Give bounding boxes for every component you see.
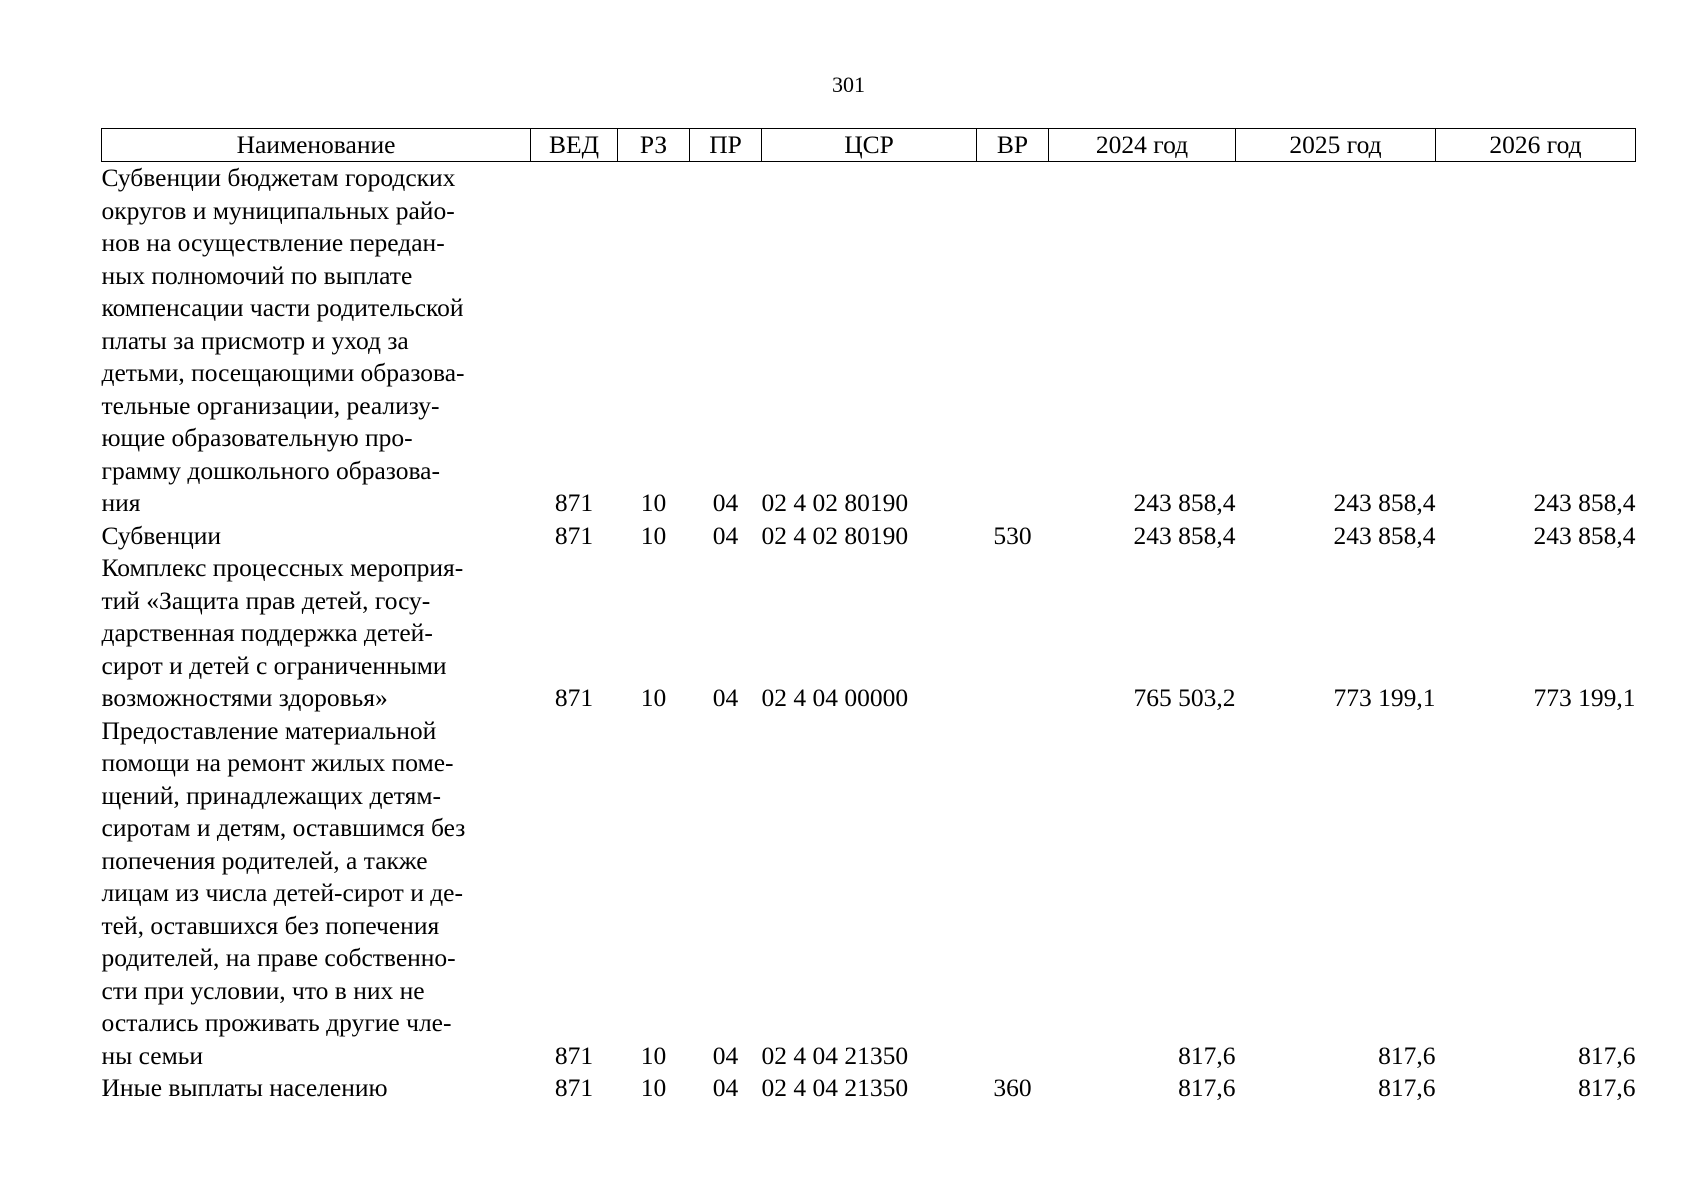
cell-rz: 10 [640,488,667,517]
cell-csr: 02 4 02 80190 [761,520,909,550]
name-line: округов и муниципальных райо- [101,195,455,225]
cell-2026: 773 199,1 [1533,683,1636,712]
name-line: сиротам и детям, оставшимся без [101,813,466,842]
header-name: Наименование [102,129,531,162]
cell-vr: 360 [993,1073,1032,1102]
cell-ved: 871 [554,683,594,712]
header-vr: ВР [977,129,1049,162]
cell-2026: 817,6 [1578,1073,1636,1102]
cell-2024: 243 858,4 [1133,488,1236,517]
name-line: сти при условии, что в них не [101,975,425,1005]
header-csr: ЦСР [762,129,977,162]
cell-vr [977,162,1049,520]
cell-csr: 02 4 04 00000 [761,683,909,712]
name-line: Субвенции бюджетам городских [101,163,456,192]
cell-pr: 04 [712,520,739,550]
name-line: сирот и детей с ограниченными [101,650,447,680]
cell-csr: 02 4 04 21350 [761,1040,909,1070]
cell-csr: 02 4 02 80190 [761,488,909,517]
name-line: Комплекс процессных мероприя- [101,553,464,582]
cell-2024: 817,6 [1178,1073,1236,1102]
name-line: Предоставление материальной [101,715,437,745]
cell-name [102,162,531,520]
name-line: дарственная поддержка детей- [101,618,433,647]
cell-2024: 765 503,2 [1133,683,1236,712]
table-row [102,1072,1636,1105]
name-line: платы за присмотр и уход за [101,325,409,355]
cell-2026: 243 858,4 [1533,520,1636,550]
cell-2025: 243 858,4 [1333,520,1436,550]
header-ved: ВЕД [531,129,618,162]
cell-2024: 243 858,4 [1133,520,1236,550]
cell-pr: 04 [712,1073,739,1102]
cell-ved: 871 [554,1073,594,1102]
cell-vr: 530 [993,520,1032,550]
cell-vr [977,552,1049,715]
cell-name [102,1072,531,1105]
table-header [102,129,1636,162]
name-line: ных полномочий по выплате [101,260,413,290]
name-line: нов на осуществление передан- [101,228,445,257]
cell-name [102,715,531,1073]
name-line: лицам из числа детей-сирот и де- [101,878,463,907]
name-line: родителей, на праве собственно- [101,943,456,972]
cell-vr [977,715,1049,1073]
name-line: ны семьи [101,1040,204,1070]
cell-csr: 02 4 04 21350 [761,1073,909,1102]
cell-2025: 817,6 [1378,1073,1436,1102]
page-number: 301 [832,72,865,97]
cell-rz: 10 [640,1073,667,1102]
name-line: компенсации части родительской [101,293,464,322]
cell-rz: 10 [640,520,667,550]
name-line: ния [101,488,141,517]
name-line: детьми, посещающими образова- [101,358,465,387]
name-line: попечения родителей, а также [101,845,428,875]
header-2025: 2025 год [1236,129,1436,162]
cell-rz: 10 [640,683,667,712]
budget-table [101,128,1636,1105]
name-line: помощи на ремонт жилых поме- [101,748,454,777]
cell-ved: 871 [554,488,594,517]
header-2026: 2026 год [1436,129,1636,162]
name-line: щений, принадлежащих детям- [101,780,441,810]
header-rz: РЗ [618,129,690,162]
cell-2025: 243 858,4 [1333,488,1436,517]
name-line: тельные организации, реализу- [101,390,440,420]
table-row [102,162,1636,520]
cell-2026: 243 858,4 [1533,488,1636,517]
header-row [102,129,1636,162]
name-line: остались проживать другие чле- [101,1008,452,1037]
cell-pr: 04 [712,1040,739,1070]
cell-2024: 817,6 [1178,1040,1236,1070]
cell-pr: 04 [712,488,739,517]
cell-name [102,520,531,553]
table-row [102,520,1636,553]
name-line: Субвенции [101,520,222,550]
cell-2025: 817,6 [1378,1040,1436,1070]
name-line: грамму дошкольного образова- [101,455,440,485]
table-body [102,162,1636,1105]
name-line: тей, оставшихся без попечения [101,910,440,940]
name-line: возможностями здоровья» [101,683,388,712]
table-row [102,715,1636,1073]
header-pr: ПР [690,129,762,162]
cell-rz: 10 [640,1040,667,1070]
cell-ved: 871 [554,1040,594,1070]
cell-2026: 817,6 [1578,1040,1636,1070]
cell-ved: 871 [554,520,594,550]
cell-2025: 773 199,1 [1333,683,1436,712]
header-2024: 2024 год [1049,129,1236,162]
name-line: ющие образовательную про- [101,423,413,452]
cell-name [102,552,531,715]
cell-pr: 04 [712,683,739,712]
table-row [102,552,1636,715]
name-line: тий «Защита прав детей, госу- [101,585,431,615]
name-line: Иные выплаты населению [101,1073,388,1102]
